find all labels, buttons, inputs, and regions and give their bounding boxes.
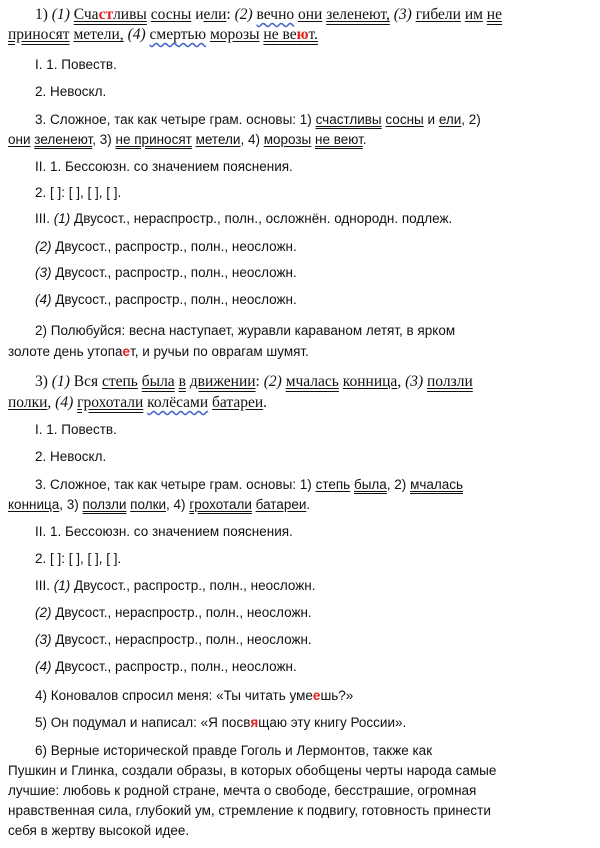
sentence-6-line-3: лучшие: любовь к родной стране, мечта о свободе, бесстрашие, огромная	[8, 783, 477, 798]
subject: батареи	[212, 394, 264, 411]
object-gibeli: гибели	[415, 6, 461, 23]
clause-number: (3)	[405, 373, 424, 390]
analysis-line: III. (1) Двусост., распростр., полн., неосложн.	[35, 578, 316, 593]
sentence-3-line-2: полки, (4) грохотали колёсами батареи.	[8, 394, 268, 411]
object-im: им	[464, 6, 483, 23]
predicate-schastlivy: Счастливы	[73, 6, 147, 23]
sentence-number: 1)	[35, 6, 48, 23]
predicate: зеленеют	[34, 132, 93, 147]
analysis-line: (3) Двусост., распростр., полн., неосложн.	[35, 265, 297, 280]
clause-number: (1)	[51, 373, 70, 390]
analysis-line: II. 1. Бессоюзн. со значением пояснения.	[35, 159, 293, 174]
analysis-line: 3. Сложное, так как четыре грам. основы: 1) степь была, 2) мчалась	[35, 477, 464, 492]
sentence-6-line-2: Пушкин и Глинка, создали образы, в которых обобщены черты народа самые	[8, 763, 497, 778]
analysis-line: 2. [ ]: [ ], [ ], [ ].	[35, 551, 122, 566]
analysis-line: конница, 3) ползли полки, 4) грохотали батареи.	[8, 497, 311, 512]
sentence-1-line-2	[8, 25, 318, 45]
predicate: не веют	[315, 132, 363, 147]
subject: метели	[195, 132, 241, 147]
analysis-line: (4) Двусост., распростр., полн., неосложн.	[35, 659, 297, 674]
word: и	[195, 6, 204, 23]
subject: они	[8, 132, 31, 147]
subject: полки	[8, 394, 48, 411]
predicate: ползли	[82, 497, 127, 512]
sentence-6-line-5: себя в жертву высокой идее.	[8, 823, 190, 838]
analysis-line: они зеленеют, 3) не приносят метели, 4) морозы не веют.	[8, 132, 367, 147]
clause-number: (3)	[393, 6, 412, 23]
analysis-line: (2) Двусост., нераспростр., полн., неосложн.	[35, 605, 312, 620]
predicate-ne: не	[486, 6, 502, 23]
subject: батареи	[255, 497, 307, 512]
predicate-prinosyat: приносят	[8, 26, 70, 43]
sentence-4: 4) Коновалов спросил меня: «Ты читать умеешь?»	[35, 688, 354, 703]
analysis-line: (2) Двусост., распростр., полн., неосложн.	[35, 239, 297, 254]
analysis-line: (3) Двусост., нераспростр., полн., неосложн.	[35, 632, 312, 647]
clause-number: (4)	[55, 394, 74, 411]
analysis-line: I. 1. Повеств.	[35, 57, 117, 72]
analysis-line: 2. [ ]: [ ], [ ], [ ].	[35, 185, 122, 200]
subject: степь	[101, 373, 138, 390]
predicate: грохотали	[189, 497, 252, 512]
predicate: была	[353, 477, 387, 492]
subject-meteli: метели,	[73, 26, 124, 43]
subject: морозы	[263, 132, 312, 147]
sentence-5: 5) Он подумал и написал: «Я посвящаю эту книгу России».	[35, 715, 407, 730]
sentence-2-line-2: золоте день утопает, и ручьи по оврагам шумят.	[8, 344, 309, 359]
object-smertyu: смертью	[149, 26, 207, 43]
sentence-3-line-1: 3) (1) Вся степь была в движении: (2) мчалась конница, (3) ползли	[35, 373, 473, 390]
subject: конница	[342, 373, 398, 390]
predicate: в	[178, 373, 186, 390]
analysis-line: III. (1) Двусост., нераспростр., полн., осложнён. однородн. подлеж.	[35, 211, 453, 226]
analysis-line: 3. Сложное, так как четыре грам. основы: 1) счастливы сосны и ели, 2)	[35, 112, 481, 127]
predicate: движении	[189, 373, 256, 390]
subject-morozy: морозы	[209, 26, 260, 43]
adverbial-vechno: вечно	[256, 6, 295, 23]
predicate-ne-veyut: не веют.	[263, 26, 318, 43]
predicate: ползли	[427, 373, 473, 390]
clause-number: (2)	[234, 6, 253, 23]
predicate: не приносят	[115, 132, 192, 147]
sentence-6-line-4: нравственная сила, глубокий ум, стремление к подвигу, готовность принести	[8, 803, 491, 818]
predicate: грохотали	[77, 394, 144, 411]
subject-eli: ели	[203, 6, 227, 23]
sentence-2-line-1: 2) Полюбуйся: весна наступает, журавли караваном летят, в ярком	[35, 323, 456, 338]
clause-number: (2)	[263, 373, 282, 390]
predicate: счастливы	[315, 112, 382, 127]
clause-number: (4)	[127, 26, 146, 43]
adverbial: колёсами	[147, 394, 209, 411]
subject-sosny: сосны	[150, 6, 192, 23]
predicate-zeleneyut: зеленеют,	[326, 6, 390, 23]
analysis-line: 2. Невоскл.	[35, 449, 107, 464]
predicate: была	[141, 373, 175, 390]
analysis-line: (4) Двусост., распростр., полн., неосложн.	[35, 292, 297, 307]
analysis-line: I. 1. Повеств.	[35, 422, 117, 437]
predicate: мчалась	[410, 477, 464, 492]
subject: полки	[130, 497, 167, 512]
subject: конница	[8, 497, 60, 512]
predicate: мчалась	[285, 373, 339, 390]
sentence-6-line-1: 6) Верные исторической правде Гоголь и Лермонтов, также как	[35, 743, 433, 758]
clause-number: (1)	[51, 6, 70, 23]
subject: ели	[438, 112, 462, 127]
sentence-1-line-1: 1) (1) Счастливы сосны иели: (2) вечно они зеленеют, (3) гибели им не	[35, 6, 502, 23]
subject: степь	[315, 477, 351, 492]
analysis-line: 2. Невоскл.	[35, 84, 107, 99]
subject: сосны	[385, 112, 424, 127]
subject-oni: они	[297, 6, 323, 23]
analysis-line: II. 1. Бессоюзн. со значением пояснения.	[35, 524, 293, 539]
